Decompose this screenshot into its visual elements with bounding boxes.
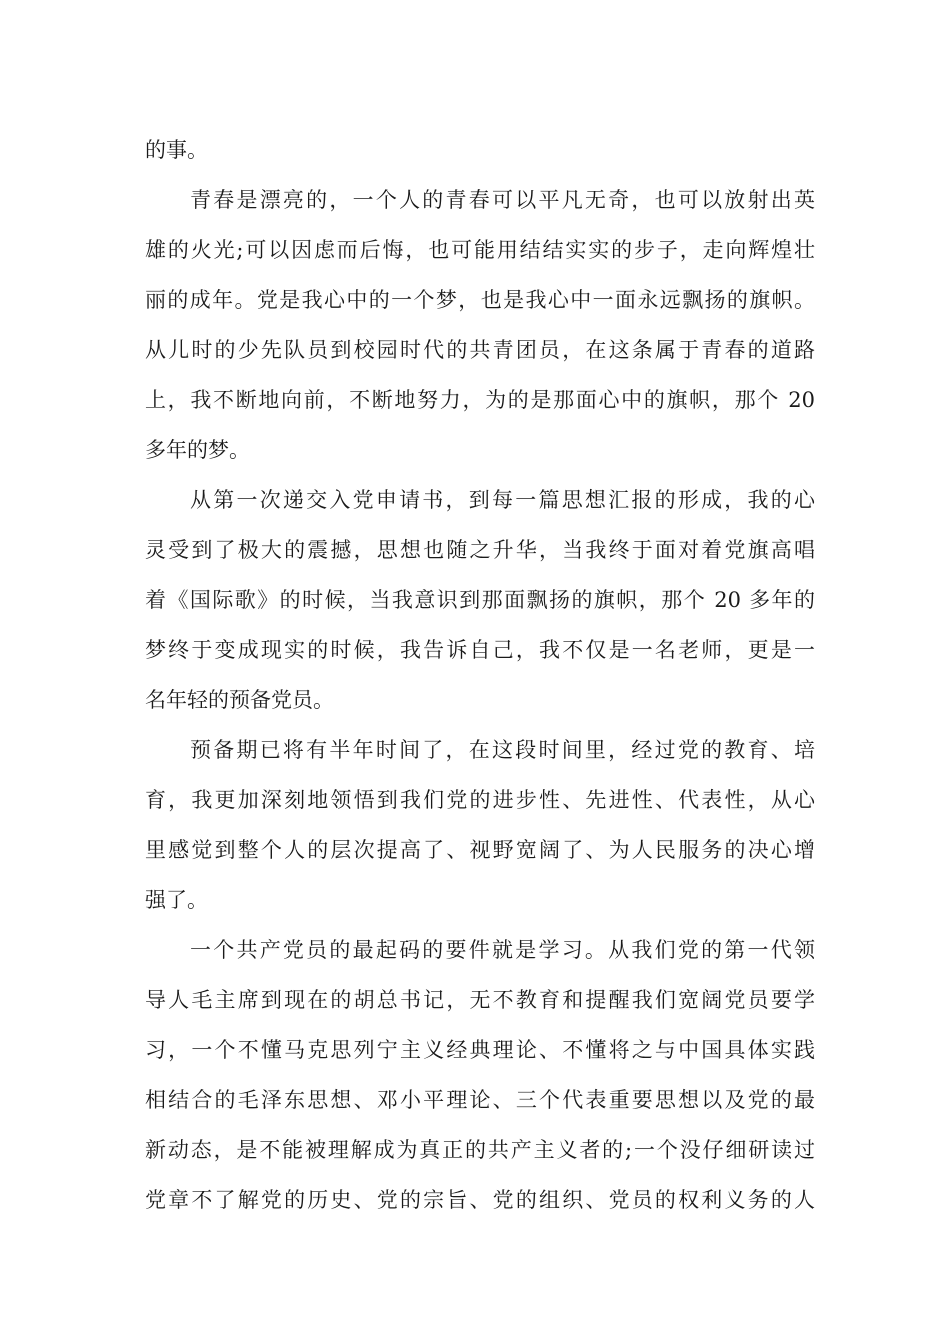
text-line: 相结合的毛泽东思想、邓小平理论、三个代表重要思想以及党的最 <box>145 1088 815 1112</box>
text-line: 党章不了解党的历史、党的宗旨、党的组织、党员的权利义务的人 <box>145 1188 815 1212</box>
text-line: 新动态，是不能被理解成为真正的共产主义者的;一个没仔细研读过 <box>145 1138 815 1162</box>
text-line: 上，我不断地向前，不断地努力，为的是那面心中的旗帜，那个 20 <box>145 388 815 412</box>
text-line: 习，一个不懂马克思列宁主义经典理论、不懂将之与中国具体实践 <box>145 1038 815 1062</box>
text-line: 多年的梦。 <box>145 438 250 462</box>
text-line: 里感觉到整个人的层次提高了、视野宽阔了、为人民服务的决心增 <box>145 838 815 862</box>
text-line: 强了。 <box>145 888 208 912</box>
text-line: 从儿时的少先队员到校园时代的共青团员，在这条属于青春的道路 <box>145 338 815 362</box>
text-line: 灵受到了极大的震撼，思想也随之升华，当我终于面对着党旗高唱 <box>145 538 815 562</box>
text-line: 名年轻的预备党员。 <box>145 688 334 712</box>
paragraph-first-line: 预备期已将有半年时间了，在这段时间里，经过党的教育、培 <box>190 738 815 762</box>
text-line: 的事。 <box>145 138 208 162</box>
text-line: 雄的火光;可以因虑而后悔，也可能用结结实实的步子，走向辉煌壮 <box>145 238 815 262</box>
paragraph-first-line: 从第一次递交入党申请书，到每一篇思想汇报的形成，我的心 <box>190 488 815 512</box>
text-line: 丽的成年。党是我心中的一个梦，也是我心中一面永远飘扬的旗帜。 <box>145 288 815 312</box>
text-line: 育，我更加深刻地领悟到我们党的进步性、先进性、代表性，从心 <box>145 788 815 812</box>
paragraph-first-line: 一个共产党员的最起码的要件就是学习。从我们党的第一代领 <box>190 938 815 962</box>
text-line: 梦终于变成现实的时候，我告诉自己，我不仅是一名老师，更是一 <box>145 638 815 662</box>
text-line: 导人毛主席到现在的胡总书记，无不教育和提醒我们宽阔党员要学 <box>145 988 815 1012</box>
text-line: 着《国际歌》的时候，当我意识到那面飘扬的旗帜，那个 20 多年的 <box>145 588 815 612</box>
paragraph-first-line: 青春是漂亮的，一个人的青春可以平凡无奇，也可以放射出英 <box>190 188 815 212</box>
